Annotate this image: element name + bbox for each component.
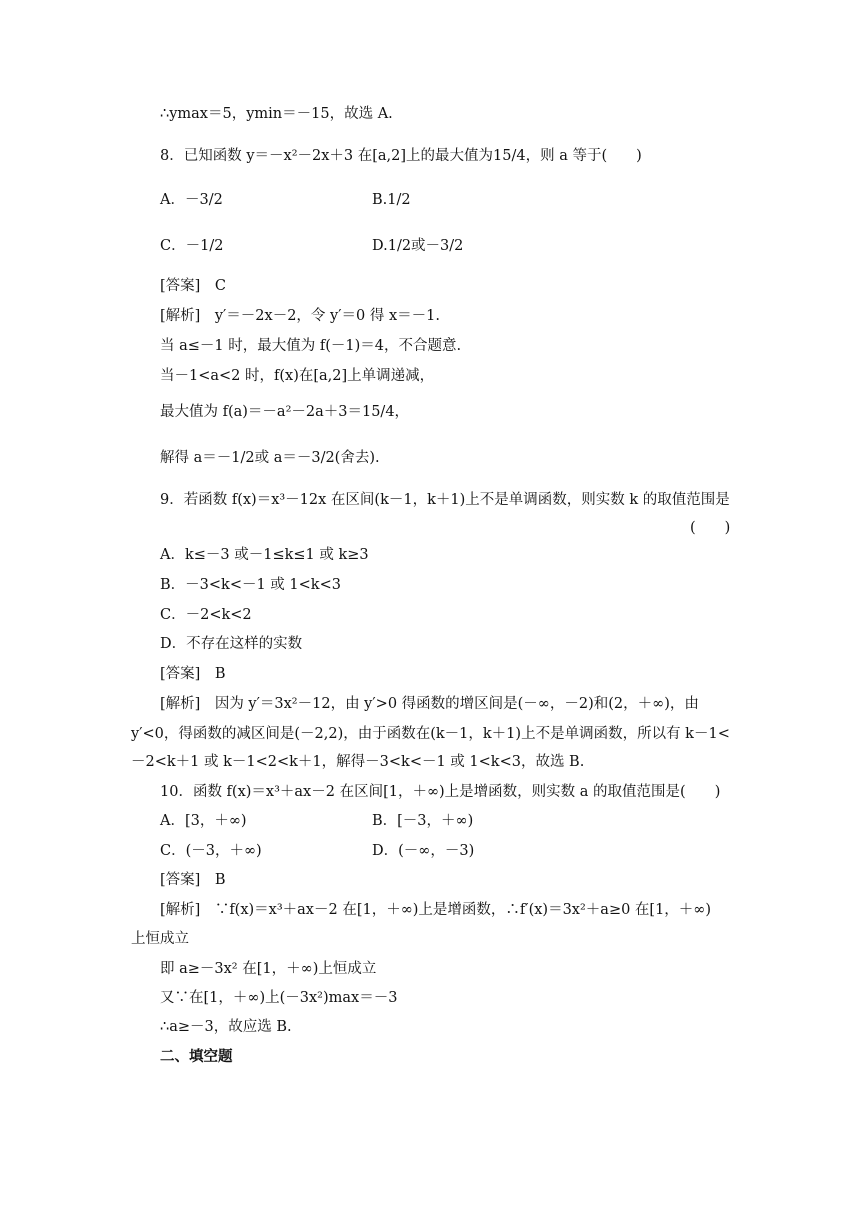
text-line: ∴ymax＝5，ymin＝－15，故选 A.	[160, 106, 393, 122]
option-a: A．[3，＋∞)	[160, 813, 247, 829]
explanation-line: 最大值为 f(a)＝－a²－2a＋3＝15/4，	[160, 404, 410, 420]
option-b: B．[－3，＋∞)	[372, 813, 474, 829]
option-b: B.1/2	[372, 192, 411, 208]
option-c: C．(－3，＋∞)	[160, 843, 262, 859]
explanation-line: 当 a≤－1 时，最大值为 f(－1)＝4，不合题意.	[160, 338, 462, 354]
option-b: B．－3<k<－1 或 1<k<3	[160, 577, 341, 593]
explanation-line: 当－1<a<2 时，f(x)在[a,2]上单调递减，	[160, 368, 435, 384]
option-d: D.1/2或－3/2	[372, 238, 464, 254]
explanation-line: 上恒成立	[131, 931, 189, 947]
option-c: C．－1/2	[160, 238, 224, 254]
option-c: C．－2<k<2	[160, 607, 252, 623]
answer-blank: ( )	[690, 520, 731, 536]
explanation-line: 即 a≥－3x² 在[1，＋∞)上恒成立	[160, 961, 377, 977]
explanation-line: 又∵在[1，＋∞)上(－3x²)max＝－3	[160, 990, 398, 1006]
option-a: A．－3/2	[160, 192, 223, 208]
explanation-line: [解析] ∵f(x)＝x³＋ax－2 在[1，＋∞)上是增函数，∴f′(x)＝3x²＋a≥0 在[1，＋∞)	[160, 902, 712, 918]
explanation-line: ∴a≥－3，故应选 B.	[160, 1019, 292, 1035]
question-10: 10．函数 f(x)＝x³＋ax－2 在区间[1，＋∞)上是增函数，则实数 a 的取值范围是( )	[160, 784, 721, 800]
answer-label: [答案] C	[160, 278, 226, 294]
explanation-line: y′<0，得函数的减区间是(－2,2)，由于函数在(k－1，k＋1)上不是单调函数，所以有 k－1<	[131, 726, 730, 742]
explanation-line: [解析] 因为 y′＝3x²－12，由 y′>0 得函数的增区间是(－∞，－2)和(2，＋∞)，由	[160, 696, 699, 712]
explanation-line: 解得 a＝－1/2或 a＝－3/2(舍去).	[160, 450, 380, 466]
answer-label: [答案] B	[160, 666, 226, 682]
answer-label: [答案] B	[160, 872, 226, 888]
explanation-line: －2<k＋1 或 k－1<2<k＋1，解得－3<k<－1 或 1<k<3，故选 B.	[131, 754, 585, 770]
option-d: D．(－∞，－3)	[372, 843, 475, 859]
explanation-line: [解析] y′＝－2x－2，令 y′＝0 得 x＝－1.	[160, 308, 440, 324]
question-8: 8．已知函数 y＝－x²－2x＋3 在[a,2]上的最大值为15/4，则 a 等于( )	[160, 148, 642, 164]
section-heading: 二、填空题	[160, 1048, 233, 1065]
question-9: 9．若函数 f(x)＝x³－12x 在区间(k－1，k＋1)上不是单调函数，则实数 k 的取值范围是	[160, 492, 730, 508]
option-a: A．k≤－3 或－1≤k≤1 或 k≥3	[160, 547, 369, 563]
option-d: D．不存在这样的实数	[160, 636, 303, 652]
